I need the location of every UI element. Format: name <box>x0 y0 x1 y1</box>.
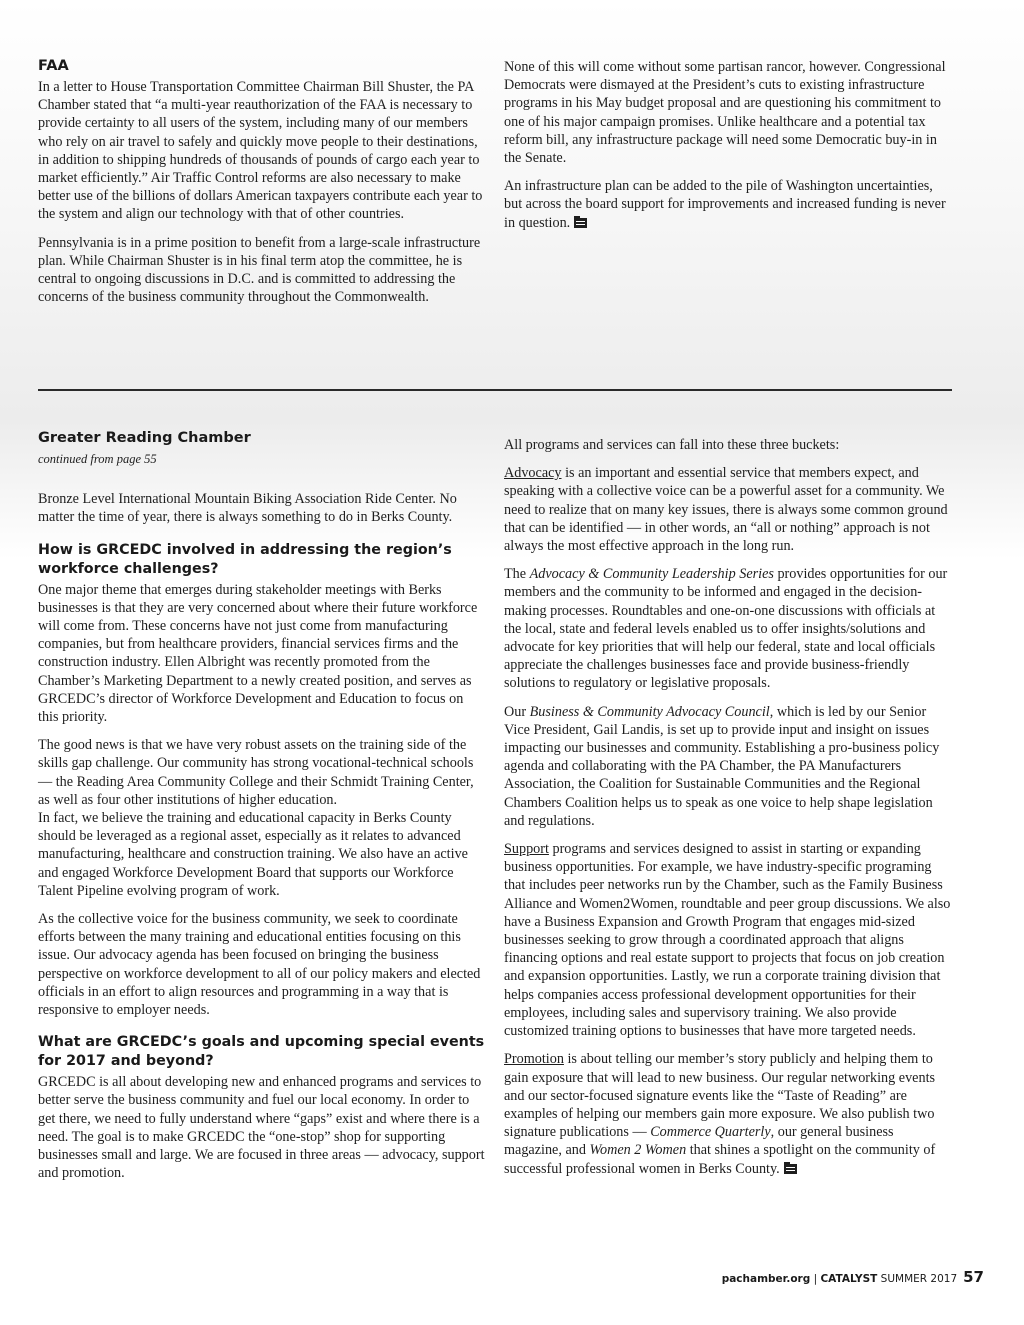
continued-note: continued from page 55 <box>38 452 157 466</box>
reading-heading: Greater Reading Chamber <box>38 430 251 446</box>
promotion-mid: , our general business magazine, and <box>504 1124 894 1159</box>
promotion-end: that shines a spotlight on the community of successful professional women in Berks County. <box>504 1142 936 1177</box>
publication-women-2-women: Women 2 Women <box>589 1142 687 1159</box>
advocacy-paragraph <box>504 464 952 555</box>
workforce-paragraph-2a: The good news is that we have very robust assets on the training side of the skills gap challenge. Our community has strong vocational-technical schools — the Reading Area Community College and their Schmidt Training Center, as well as four other institutions of higher education. <box>38 737 474 808</box>
reading-intro: Bronze Level International Mountain Biking Association Ride Center. No matter the time of year, there is always something to do in Berks County. <box>38 491 457 526</box>
faa-heading: FAA <box>38 58 69 74</box>
reading-column-right <box>504 436 952 1188</box>
page-footer <box>722 1268 984 1286</box>
workforce-paragraph-2 <box>38 736 486 900</box>
footer-issue: SUMMER 2017 <box>877 1273 958 1285</box>
promotion-label: Promotion <box>504 1051 564 1068</box>
council-name: Business & Community Advocacy Council <box>529 703 770 720</box>
reading-column-left <box>38 430 486 1193</box>
council-pre: Our <box>504 703 530 720</box>
support-text: programs and services designed to assist in starting or expanding business opportunities. For example, we have industry-specific programing that includes peer networks run by the Chamber, such as the Family Business Alliance and Women2Women, roundtable and peer group discussions. We also have a Business Expansion and Growth Program that engages mid-sized businesses seeking to grow through a coordinated approach that aligns financing options and real estate support to projects that focus on job creation and expansion opportunities. Lastly, we run a corporate training division that helps companies access professional development opportunities for their employees, including sales and supervisory training. We also provide customized training options to businesses that have more targeted needs. <box>504 841 951 1040</box>
support-paragraph <box>504 840 952 1040</box>
advocacy-label: Advocacy <box>504 465 562 482</box>
promotion-text: is about telling our member’s story publicly and helping them to gain exposure that will lead to new business. Our regular networking events and our sector-focused signature events like the “Taste of Reading” are examples of helping our members gain more exposure. We also publish two signature publications — <box>504 1051 936 1141</box>
footer-magazine: CATALYST <box>820 1273 878 1285</box>
workforce-paragraph-1: One major theme that emerges during stakeholder meetings with Berks businesses is that they are very concerned about where their future workforce will come from. These concerns have not just come from manufacturing companies, but from healthcare providers, financial services firms and the construction industry. Ellen Albright was recently promoted from the Chamber’s Marketing Department to a newly created position, and serves as GRCEDC’s director of Workforce Development and Education to focus on this priority. <box>38 581 478 726</box>
faa-column-right <box>504 58 952 242</box>
series-pre: The <box>504 566 530 583</box>
publication-commerce-quarterly: Commerce Quarterly <box>650 1124 771 1141</box>
end-of-article-icon <box>573 216 588 228</box>
end-of-article-icon <box>783 1162 798 1174</box>
footer-separator: | <box>810 1273 821 1285</box>
council-text: , which is led by our Senior Vice President, Gail Landis, is set up to provide input and insight on issues impacting our businesses and community. Establishing a pro-business policy agenda and collaborating with the PA Chamber, the PA Manufacturers Association, the Coalition for Sustainable Communities and the Regional Chambers Coalition helps us to speak as one voice to help shape legislation and regulations. <box>504 703 940 829</box>
question-workforce: How is GRCEDC involved in addressing the region’s workforce challenges? <box>38 541 452 577</box>
faa-paragraph-4 <box>504 177 952 232</box>
page-number: 57 <box>963 1268 984 1286</box>
faa-column-left <box>38 58 486 316</box>
buckets-intro: All programs and services can fall into these three buckets: <box>504 437 840 453</box>
goals-paragraph-1: GRCEDC is all about developing new and enhanced programs and services to better serve the business community and fuel our local economy. In order to get there, we need to fully understand where “gaps” exist and where there is a need. The goal is to make GRCEDC the “one-stop” shop for supporting businesses small and large. We are focused in three areas — advocacy, support and promotion. <box>38 1074 485 1182</box>
faa-paragraph-4-text: An infrastructure plan can be added to the pile of Washington uncertainties, but across the board support for improvements and increased funding is never in question. <box>504 178 946 231</box>
footer-site: pachamber.org <box>721 1273 811 1285</box>
faa-paragraph-2: Pennsylvania is in a prime position to benefit from a large-scale infrastructure plan. While Chairman Shuster is in his final term atop the committee, he is central to ongoing discussions in D.C. and is committed to addressing the concerns of the business community throughout the Commonwealth. <box>38 234 481 306</box>
question-goals: What are GRCEDC’s goals and upcoming special events for 2017 and beyond? <box>38 1034 485 1070</box>
support-label: Support <box>504 841 549 858</box>
faa-paragraph-3: None of this will come without some partisan rancor, however. Congressional Democrats were dismayed at the President’s cuts to existing infrastructure programs in his May budget proposal and are questioning his commitment to one of his major campaign promises. Unlike healthcare and a potential tax reform bill, any infrastructure package will need some Democratic buy-in in the Senate. <box>504 59 946 167</box>
faa-paragraph-1: In a letter to House Transportation Committee Chairman Bill Shuster, the PA Chamber stated that “a multi-year reauthorization of the FAA is necessary to provide certainty to all users of the system, including many of our members who rely on air travel to safely and quickly move people to their destinations, in addition to shipping hundreds of thousands of pounds of cargo each year to market efficiently.” Air Traffic Control reforms are also necessary to make better use of the billions of dollars American taxpayers contribute each year to the system and align our technology with that of other countries. <box>38 79 483 223</box>
advocacy-text: is an important and essential service that members expect, and speaking with a collective voice can be a powerful asset for a community. We need to realize that on many key issues, there is always some common ground that can be identified — in other words, an “all or nothing” approach is not always the most effective approach in the long run. <box>504 465 948 555</box>
series-text: provides opportunities for our members and the community to be informed and engaged in the decision-making processes. Roundtables and one-on-one discussions with officials at the local, state and federal levels enabled us to offer insights/solutions and advocate for key priorities that will help our federal, state and local officials appreciate the challenges businesses face and provide business-friendly solutions to regulatory or legislative proposals. <box>504 566 948 692</box>
section-divider <box>38 389 952 391</box>
series-paragraph <box>504 565 952 692</box>
workforce-paragraph-3: As the collective voice for the business community, we seek to coordinate efforts between the many training and educational entities focusing on this issue. Our advocacy agenda has been focused on bringing the business perspective on workforce development to all of our policy makers and elected officials in an effort to align resources and programming in a way that is responsive to employer needs. <box>38 911 481 1019</box>
promotion-paragraph <box>504 1050 952 1177</box>
council-paragraph <box>504 703 952 830</box>
series-name: Advocacy & Community Leadership Series <box>529 566 774 583</box>
workforce-paragraph-2b: In fact, we believe the training and educational capacity in Berks County should be leveraged as a regional asset, especially as it relates to advanced manufacturing, healthcare and construction training. We also have an active and engaged Workforce Development Board that supports our Workforce Talent Pipeline evolving program of work. <box>38 810 468 899</box>
